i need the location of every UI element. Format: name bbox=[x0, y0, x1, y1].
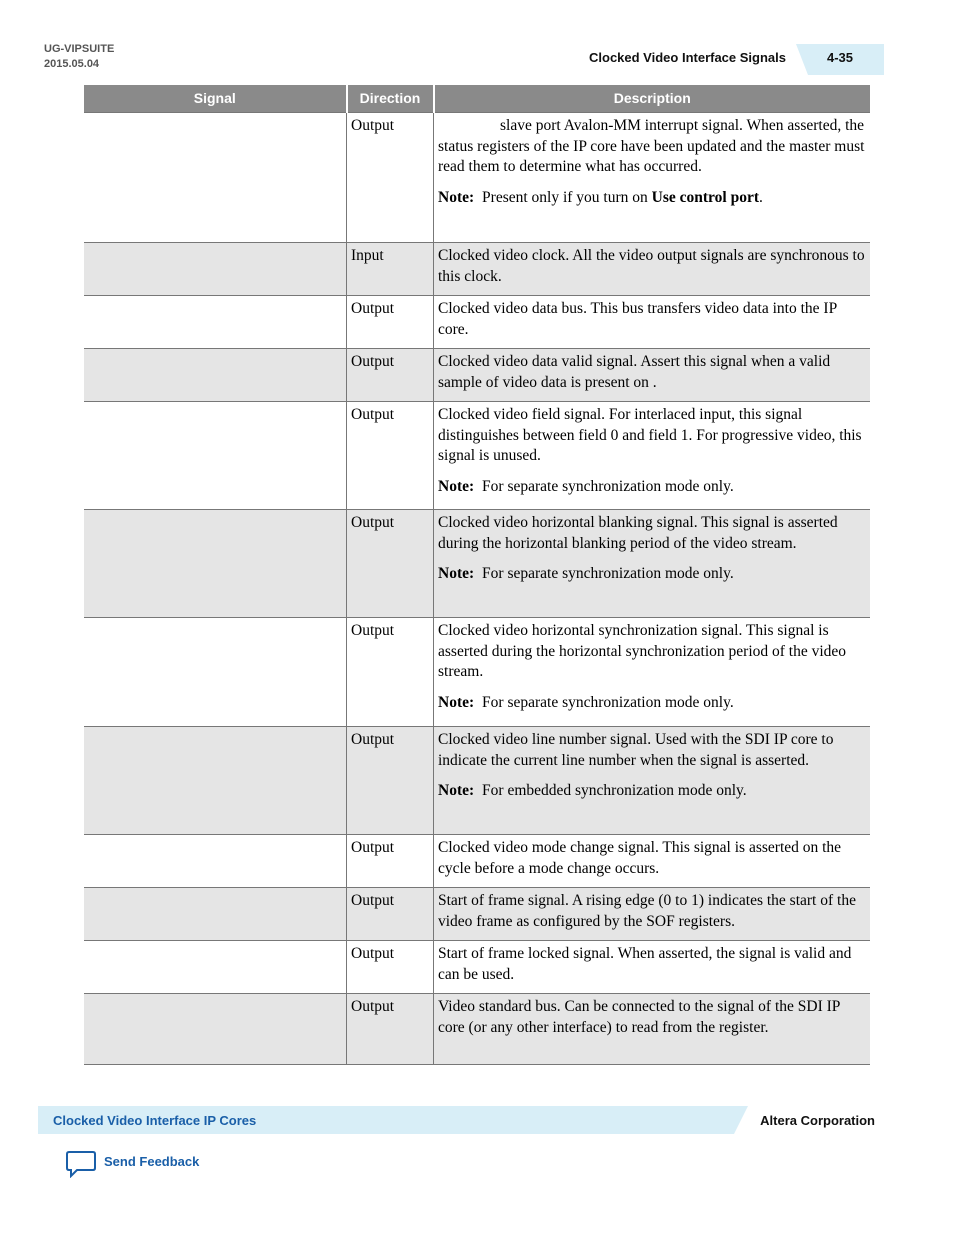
description-cell bbox=[434, 296, 871, 349]
description-cell bbox=[434, 243, 871, 296]
direction-cell: Output bbox=[347, 349, 434, 402]
column-header-description: Description bbox=[434, 85, 871, 113]
note bbox=[438, 477, 866, 498]
speech-bubble-icon[interactable] bbox=[66, 1150, 96, 1178]
description-cell bbox=[434, 510, 871, 618]
section-title: Clocked Video Interface Signals bbox=[589, 50, 786, 65]
direction-cell: Output bbox=[347, 402, 434, 510]
description-cell bbox=[434, 113, 871, 243]
note-label: Note: bbox=[438, 782, 475, 799]
description-text: Clocked video horizontal synchronization signal. This signal is asserted during the horizontal synchronization period of the video stream. bbox=[438, 622, 847, 680]
chapter-link[interactable]: Clocked Video Interface IP Cores bbox=[53, 1113, 257, 1128]
signal-cell bbox=[84, 296, 347, 349]
direction-cell: Output bbox=[347, 113, 434, 243]
direction-cell: Output bbox=[347, 994, 434, 1065]
company-name: Altera Corporation bbox=[760, 1113, 875, 1128]
direction-cell: Input bbox=[347, 243, 434, 296]
description-text: Clocked video clock. All the video output signals are synchronous to this clock. bbox=[438, 247, 865, 285]
note bbox=[438, 781, 866, 802]
send-feedback-link[interactable]: Send Feedback bbox=[104, 1154, 200, 1169]
signal-cell bbox=[84, 727, 347, 835]
table-row bbox=[84, 510, 870, 618]
table-row bbox=[84, 835, 870, 888]
direction-cell: Output bbox=[347, 727, 434, 835]
description-text: Clocked video data bus. This bus transfers video data into the IP core. bbox=[438, 300, 837, 338]
signal-cell bbox=[84, 888, 347, 941]
description-text: Clocked video line number signal. Used with the SDI IP core to indicate the current line number when the signal is asserted. bbox=[438, 731, 834, 769]
signal-cell bbox=[84, 243, 347, 296]
description-cell bbox=[434, 994, 871, 1065]
signal-table bbox=[84, 85, 870, 1065]
description-text: Start of frame signal. A rising edge (0 to 1) indicates the start of the video frame as configured by the SOF registers. bbox=[438, 892, 856, 930]
description-cell bbox=[434, 618, 871, 727]
table-row bbox=[84, 243, 870, 296]
description-text: Clocked video mode change signal. This signal is asserted on the cycle before a mode change occurs. bbox=[438, 839, 842, 877]
direction-cell: Output bbox=[347, 296, 434, 349]
direction-cell: Output bbox=[347, 835, 434, 888]
description-cell bbox=[434, 835, 871, 888]
description-text: Clocked video horizontal blanking signal. This signal is asserted during the horizontal blanking period of the video stream. bbox=[438, 514, 838, 552]
signal-cell bbox=[84, 941, 347, 994]
table-header-row bbox=[84, 85, 870, 113]
direction-cell: Output bbox=[347, 510, 434, 618]
table-row bbox=[84, 113, 870, 243]
description-cell bbox=[434, 727, 871, 835]
document-id: UG-VIPSUITE bbox=[44, 43, 115, 55]
signal-cell bbox=[84, 402, 347, 510]
signal-cell bbox=[84, 618, 347, 727]
description-text: Clocked video field signal. For interlaced input, this signal distinguishes between field 0 and field 1. For progressive video, this signal is unused. bbox=[438, 406, 862, 464]
note-label: Note: bbox=[438, 477, 475, 495]
signal-cell bbox=[84, 113, 347, 243]
signal-cell bbox=[84, 349, 347, 402]
note-text: For separate synchronization mode only. bbox=[482, 477, 734, 495]
note bbox=[438, 564, 866, 585]
note-label: Note: bbox=[438, 565, 475, 582]
note-tail: . bbox=[759, 188, 763, 206]
signal-cell bbox=[84, 510, 347, 618]
table-row bbox=[84, 402, 870, 510]
note bbox=[438, 693, 866, 714]
note-text: Present only if you turn on bbox=[482, 188, 652, 206]
description-text: Clocked video data valid signal. Assert this signal when a valid sample of video data is present on . bbox=[438, 353, 831, 391]
table-row bbox=[84, 296, 870, 349]
column-header-direction: Direction bbox=[347, 85, 434, 113]
table-row bbox=[84, 888, 870, 941]
note-emphasis: Use control port bbox=[651, 188, 759, 206]
signal-cell bbox=[84, 835, 347, 888]
note bbox=[438, 188, 866, 209]
table-row bbox=[84, 618, 870, 727]
description-text: Start of frame locked signal. When asserted, the signal is valid and can be used. bbox=[438, 945, 852, 983]
description-text: slave port Avalon-MM interrupt signal. When asserted, the status registers of the IP core have been updated and the master must read them to determine what has occurred. bbox=[438, 117, 865, 175]
description-cell bbox=[434, 402, 871, 510]
table-row bbox=[84, 349, 870, 402]
note-label: Note: bbox=[438, 693, 475, 711]
document-id-block bbox=[44, 42, 114, 72]
signal-cell bbox=[84, 994, 347, 1065]
description-cell bbox=[434, 888, 871, 941]
note-text: For separate synchronization mode only. bbox=[482, 693, 734, 711]
description-cell bbox=[434, 349, 871, 402]
page-number: 4-35 bbox=[826, 50, 854, 65]
table-row bbox=[84, 994, 870, 1065]
direction-cell: Output bbox=[347, 618, 434, 727]
note-text: For separate synchronization mode only. bbox=[482, 565, 734, 582]
direction-cell: Output bbox=[347, 888, 434, 941]
description-cell bbox=[434, 941, 871, 994]
direction-cell: Output bbox=[347, 941, 434, 994]
description-text: Video standard bus. Can be connected to the signal of the SDI IP core (or any other interface) to read from the register. bbox=[438, 998, 840, 1036]
note-text: For embedded synchronization mode only. bbox=[482, 782, 747, 799]
note-label: Note: bbox=[438, 188, 475, 206]
table-row bbox=[84, 941, 870, 994]
column-header-signal: Signal bbox=[84, 85, 347, 113]
document-date: 2015.05.04 bbox=[44, 58, 100, 70]
table-row bbox=[84, 727, 870, 835]
